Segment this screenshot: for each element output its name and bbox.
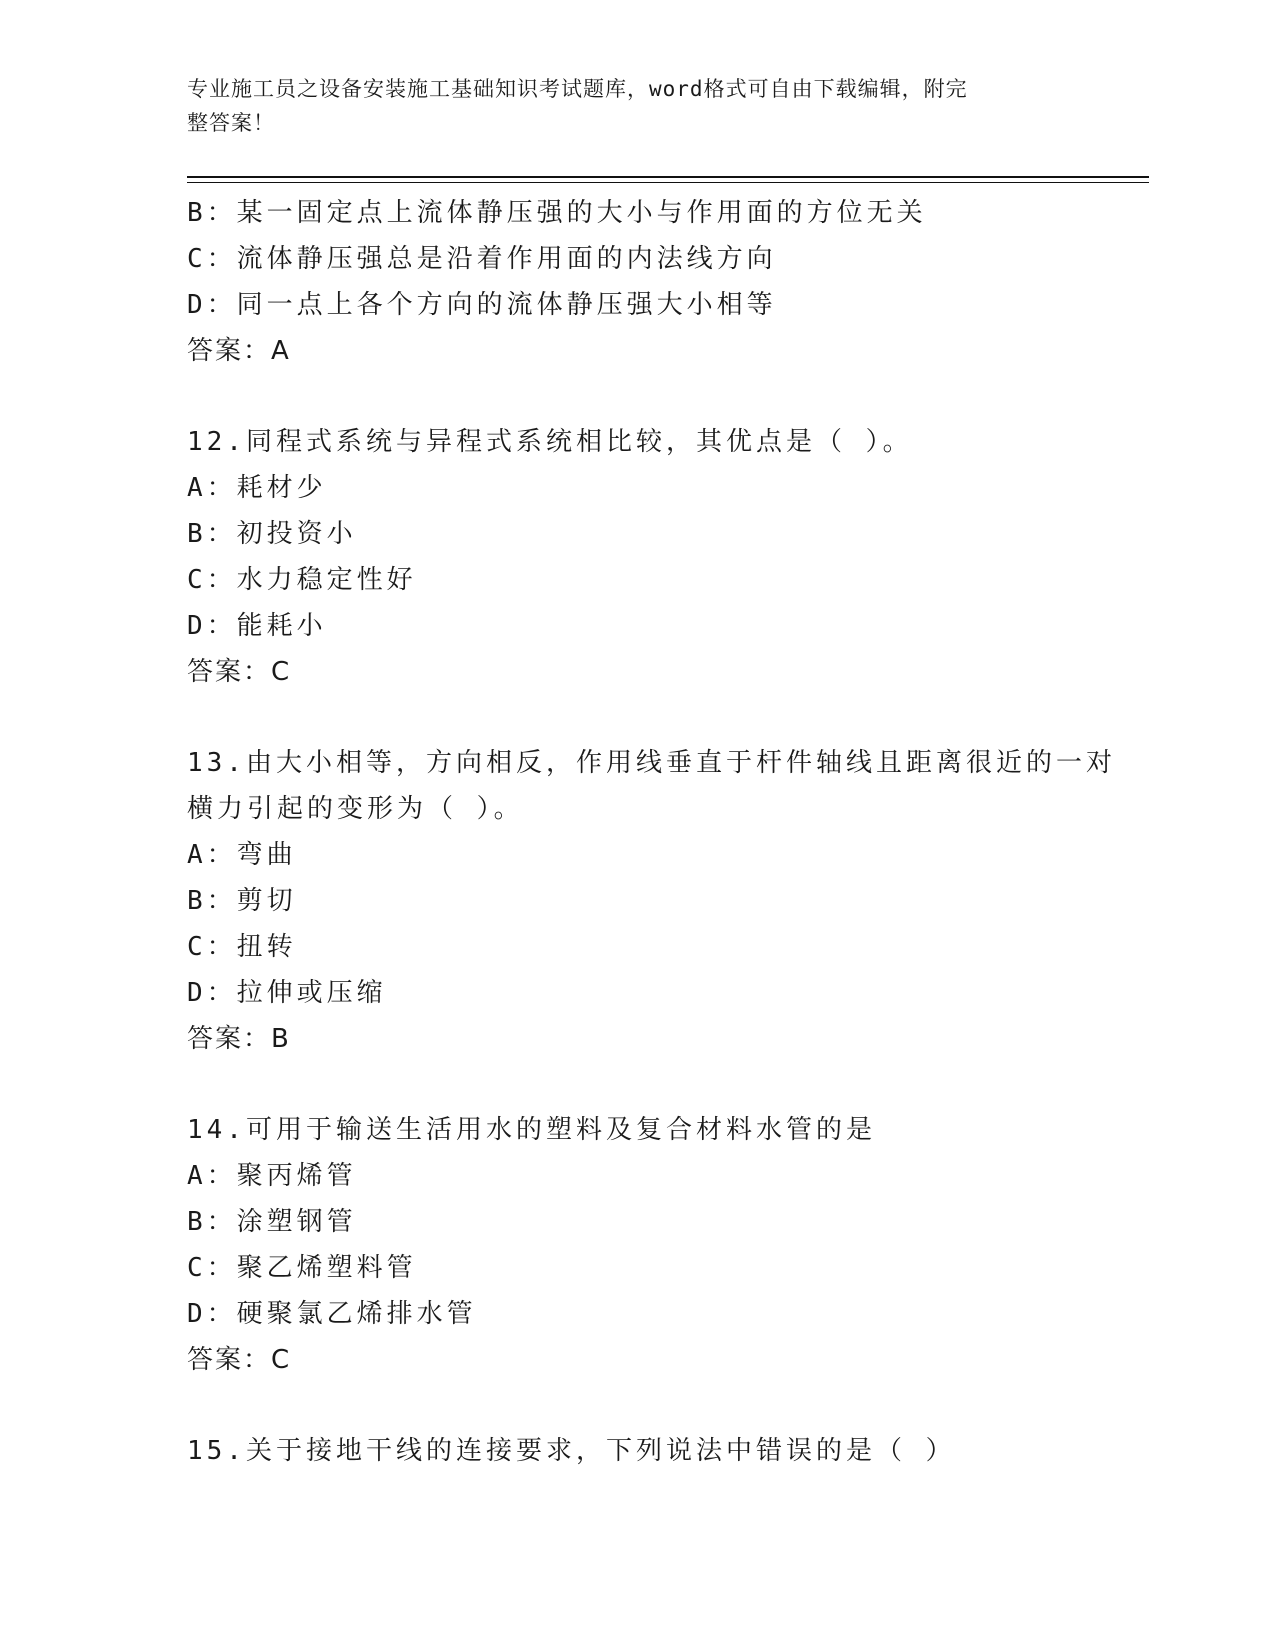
question-list bbox=[187, 190, 1147, 1474]
question-text: 15.关于接地干线的连接要求，下列说法中错误的是（ ） bbox=[187, 1436, 956, 1466]
option-c: C：扭转 bbox=[187, 932, 297, 962]
question-block-12 bbox=[187, 419, 1147, 695]
answer: 答案：B bbox=[187, 1024, 291, 1054]
option-b: B：初投资小 bbox=[187, 519, 357, 549]
question-block-15 bbox=[187, 1428, 1147, 1474]
option-c: C：聚乙烯塑料管 bbox=[187, 1253, 417, 1283]
header-title-line2: 整答案！ bbox=[187, 111, 275, 135]
spacer bbox=[187, 695, 1147, 740]
question-block-11 bbox=[187, 190, 1147, 374]
option-d: D：硬聚氯乙烯排水管 bbox=[187, 1299, 477, 1329]
question-block-14 bbox=[187, 1107, 1147, 1383]
answer: 答案：A bbox=[187, 336, 291, 366]
option-d: D：同一点上各个方向的流体静压强大小相等 bbox=[187, 290, 777, 320]
option-b: B：剪切 bbox=[187, 886, 297, 916]
option-a: A：弯曲 bbox=[187, 840, 297, 870]
option-a: A：聚丙烯管 bbox=[187, 1161, 357, 1191]
option-b: B：某一固定点上流体静压强的大小与作用面的方位无关 bbox=[187, 198, 927, 228]
answer: 答案：C bbox=[187, 1345, 292, 1375]
question-block-13 bbox=[187, 740, 1147, 1062]
header-rule-thin bbox=[187, 182, 1149, 183]
spacer bbox=[187, 374, 1147, 419]
question-text: 14.可用于输送生活用水的塑料及复合材料水管的是 bbox=[187, 1115, 876, 1145]
spacer bbox=[187, 1383, 1147, 1428]
question-text: 13.由大小相等，方向相反，作用线垂直于杆件轴线且距离很近的一对 bbox=[187, 748, 1116, 778]
header-rule-thick bbox=[187, 176, 1149, 178]
question-text-continued: 横力引起的变形为（ ）。 bbox=[187, 794, 524, 824]
answer: 答案：C bbox=[187, 657, 292, 687]
option-c: C：水力稳定性好 bbox=[187, 565, 417, 595]
option-c: C：流体静压强总是沿着作用面的内法线方向 bbox=[187, 244, 777, 274]
option-d: D：拉伸或压缩 bbox=[187, 978, 387, 1008]
header-title-line1: 专业施工员之设备安装施工基础知识考试题库，word格式可自由下载编辑，附完 bbox=[187, 77, 968, 101]
page-header bbox=[187, 72, 1067, 140]
spacer bbox=[187, 1062, 1147, 1107]
option-a: A：耗材少 bbox=[187, 473, 327, 503]
option-d: D：能耗小 bbox=[187, 611, 327, 641]
option-b: B：涂塑钢管 bbox=[187, 1207, 357, 1237]
question-text: 12.同程式系统与异程式系统相比较，其优点是（ ）。 bbox=[187, 427, 913, 457]
